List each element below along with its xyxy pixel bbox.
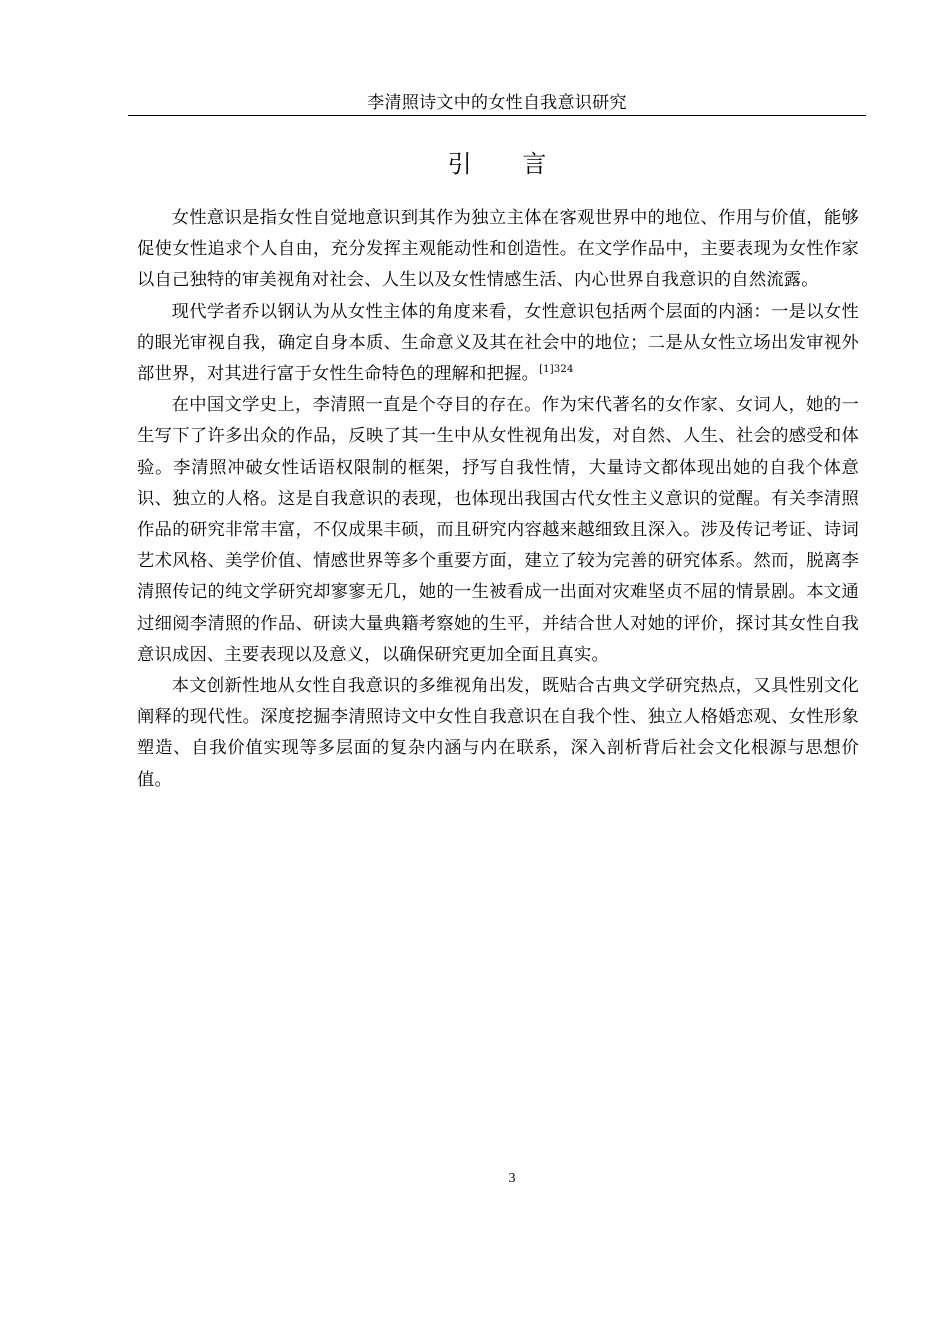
- paragraph-scholar-view: [137, 297, 859, 391]
- running-header: 李清照诗文中的女性自我意识研究: [367, 93, 627, 113]
- section-title: 引 言: [447, 150, 569, 178]
- citation-superscript: [1]324: [539, 364, 574, 376]
- paragraph-text: 本文创新性地从女性自我意识的多维视角出发，既贴合古典文学研究热点，又具性别文化阐释的现代性。深度挖掘李清照诗文中女性自我意识在自我个性、独立人格婚恋观、女性形象塑造、自我价值实现等多层面的复杂内涵与内在联系，深入剖析背后社会文化根源与思想价值。: [137, 676, 859, 790]
- page-number: 3: [508, 1171, 516, 1186]
- paragraph-innovation: [137, 671, 859, 796]
- paragraph-text: 女性意识是指女性自觉地意识到其作为独立主体在客观世界中的地位、作用与价值，能够促使女性追求个人自由，充分发挥主观能动性和创造性。在文学作品中，主要表现为女性作家以自己独特的审美视角对社会、人生以及女性情感生活、内心世界自我意识的自然流露。: [137, 208, 859, 291]
- paragraph-definition: [137, 203, 859, 297]
- paragraph-text: 在中国文学史上，李清照一直是个夺目的存在。作为宋代著名的女作家、女词人，她的一生写下了许多出众的作品，反映了其一生中从女性视角出发，对自然、人生、社会的感受和体验。李清照冲破女性话语权限制的框架，抒写自我性情，大量诗文都体现出她的自我个体意识、独立的人格。这是自我意识的表现，也体现出我国古代女性主义意识的觉醒。有关李清照作品的研究非常丰富，不仅成果丰硕，而且研究内容越来越细致且深入。涉及传记考证、诗词艺术风格、美学价值、情感世界等多个重要方面，建立了较为完善的研究体系。然而，脱离李清照传记的纯文学研究却寥寥无几，她的一生被看成一出面对灾难坚贞不屈的情景剧。本文通过细阅李清照的作品、研读大量典籍考察她的生平，并结合世人对她的评价，探讨其女性自我意识成因、主要表现以及意义，以确保研究更加全面且真实。: [137, 395, 859, 665]
- header-rule: [128, 115, 866, 116]
- body-text: [137, 203, 859, 796]
- paragraph-literary-history: [137, 390, 859, 671]
- paragraph-text: 现代学者乔以钢认为从女性主体的角度来看，女性意识包括两个层面的内涵：一是以女性的眼光审视自我，确定自身本质、生命意义及其在社会中的地位；二是从女性立场出发审视外部世界，对其进行富于女性生命特色的理解和把握。: [137, 301, 859, 385]
